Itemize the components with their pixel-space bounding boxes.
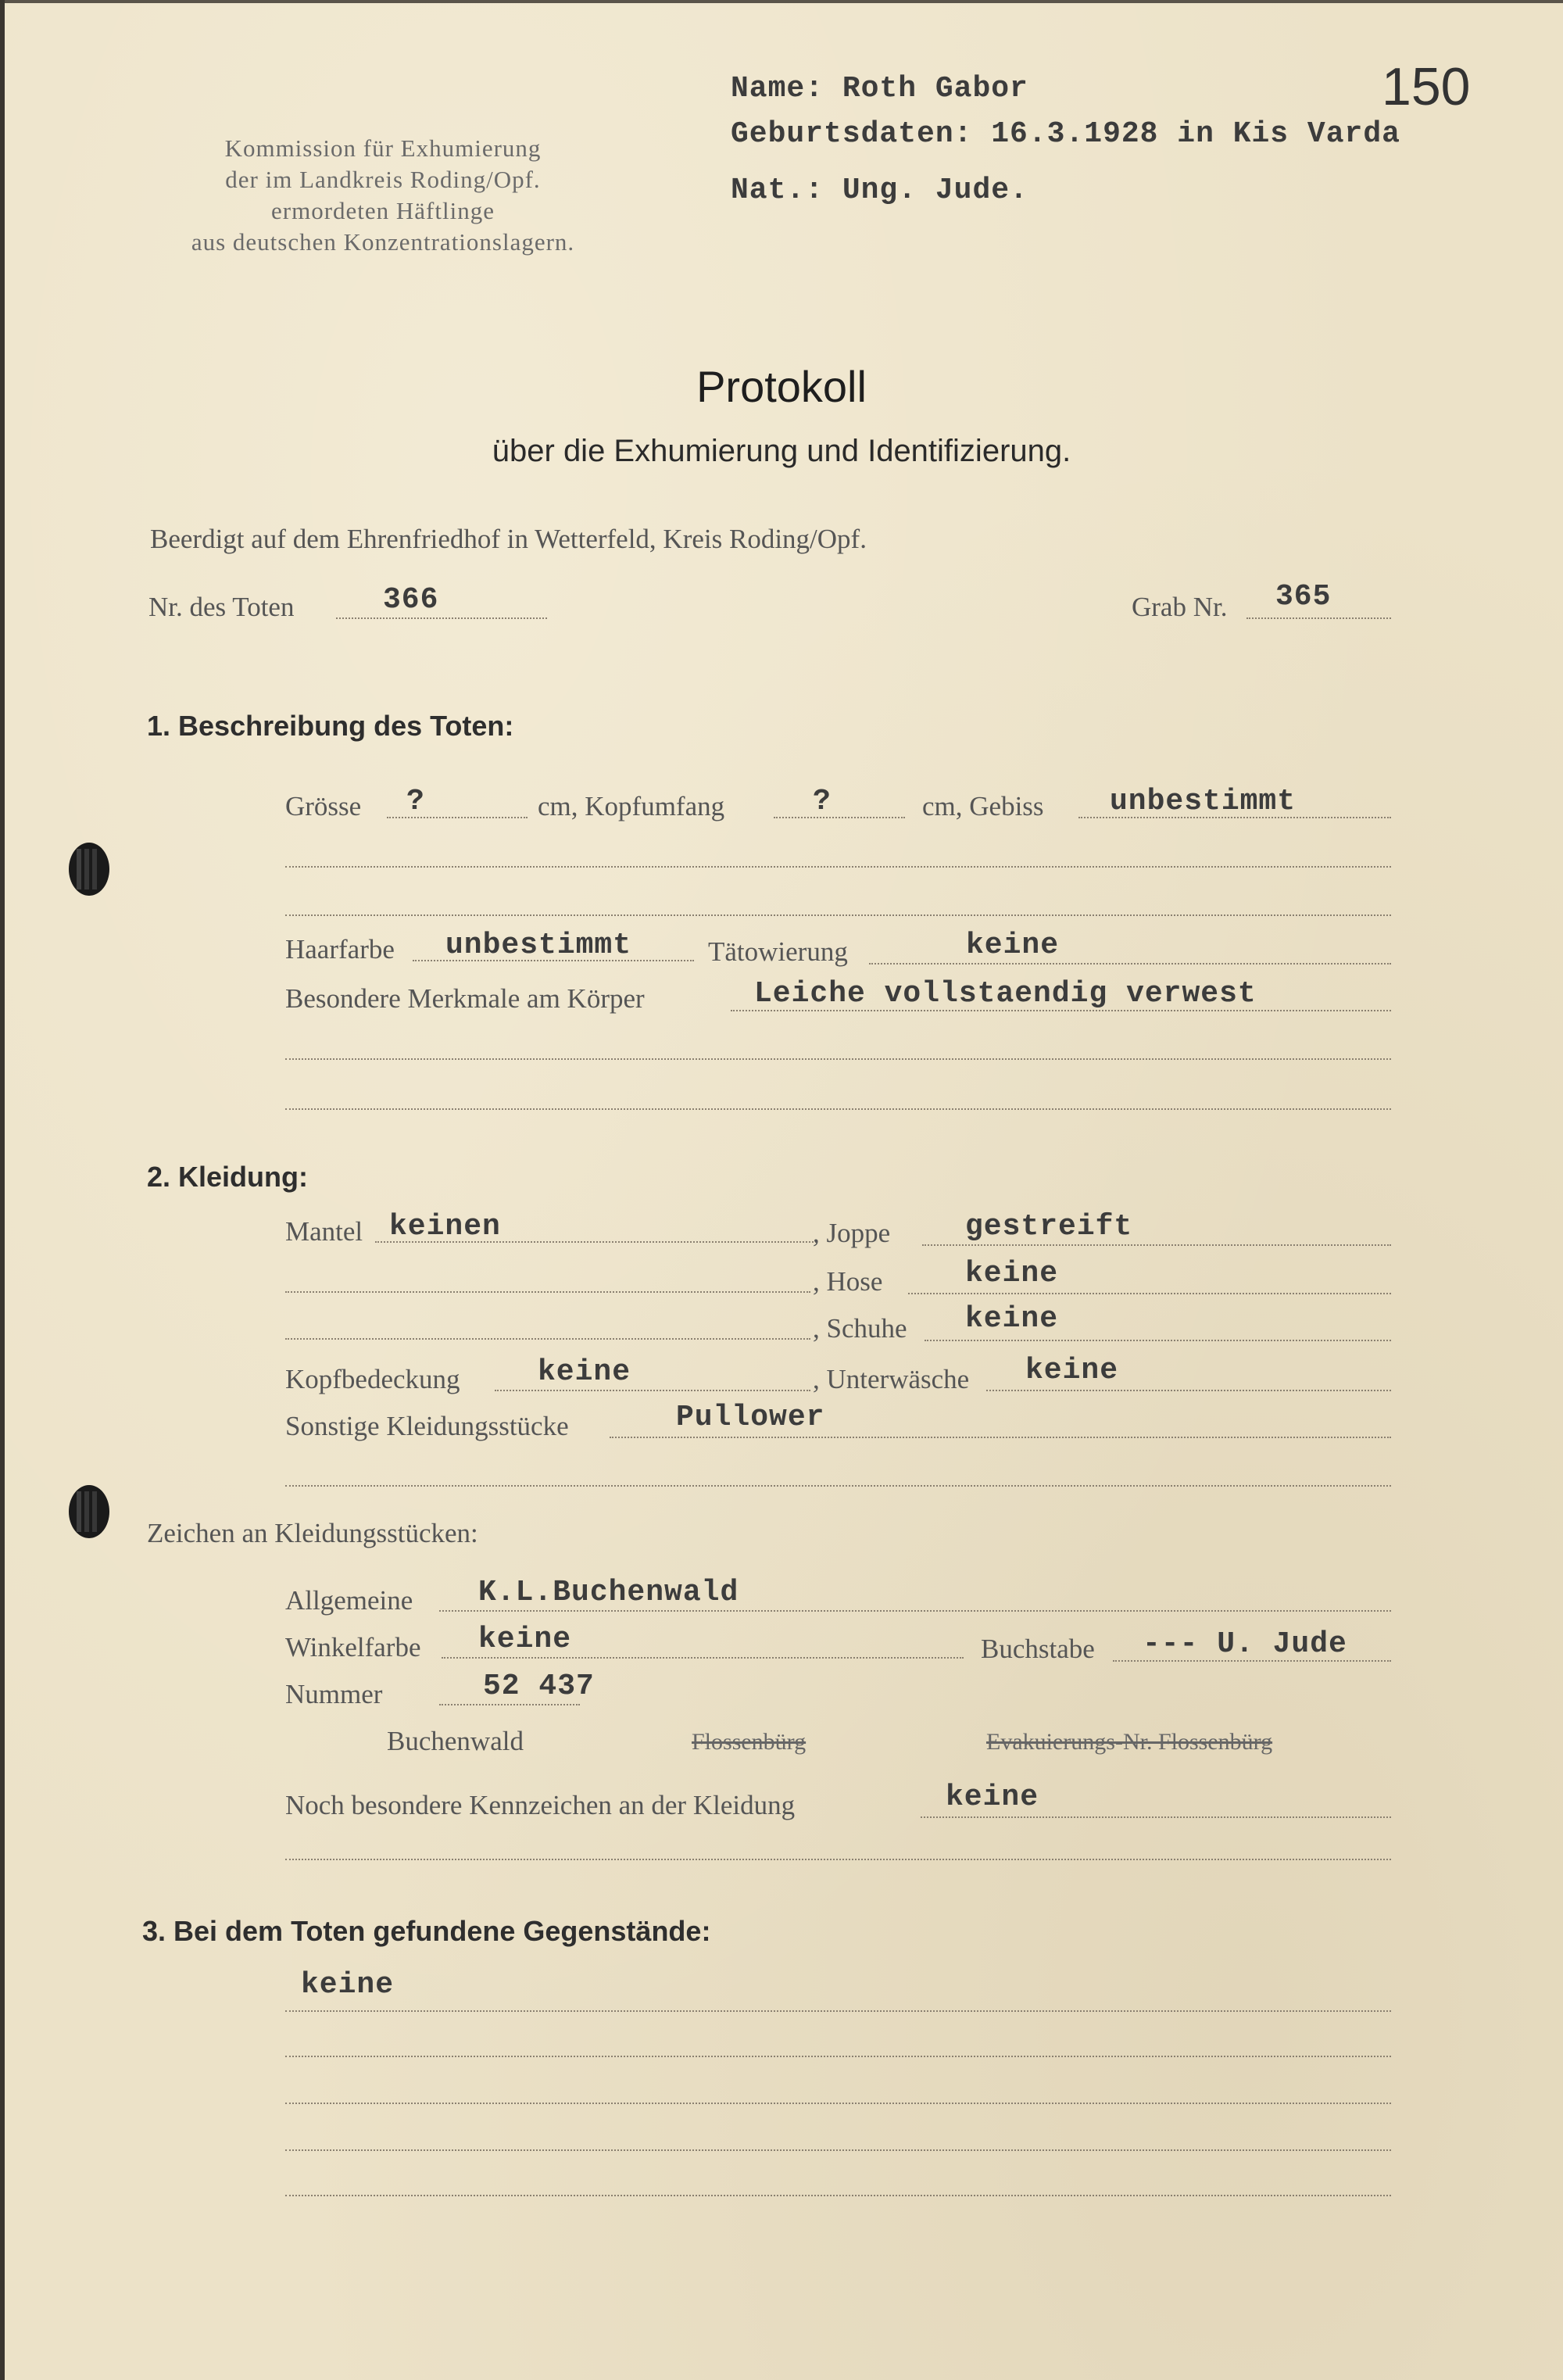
commission-line: aus deutschen Konzentrationslagern. [191,228,575,256]
blank-line [285,2010,1391,2012]
blank-line [285,866,1391,868]
unterwaesche-line [986,1390,1391,1391]
commission-line: ermordeten Häftlinge [271,197,495,224]
evakuierungs-nr-struck: Evakuierungs-Nr. Flossenbürg [986,1729,1273,1755]
schuhe-line [925,1340,1391,1341]
sonstige-line [610,1437,1391,1438]
blank-line [285,2103,1391,2104]
scan-edge-top [0,0,1563,3]
gebiss-label: cm, Gebiss [922,791,1044,821]
blank-line [285,1859,1391,1860]
groesse-label: Grösse [285,791,362,821]
sonstige-value: Pullower [676,1401,825,1434]
buchstabe-label: Buchstabe [981,1634,1095,1664]
scan-edge-left [0,0,5,2380]
noch-line [921,1816,1391,1818]
camp-flossenbuerg-struck: Flossenbürg [692,1729,807,1755]
blank-line [285,2149,1391,2151]
blank-line [285,914,1391,916]
kopfumfang-label: cm, Kopfumfang [538,791,725,821]
taetowierung-line [869,963,1391,965]
blank-line [285,1291,810,1293]
nummer-label: Nummer [285,1679,383,1709]
hose-line [908,1293,1391,1294]
winkelfarbe-label: Winkelfarbe [285,1632,421,1662]
kopfumfang-line [774,817,905,818]
zeichen-heading: Zeichen an Kleidungsstücken: [147,1518,478,1548]
blank-line [285,1338,810,1340]
hose-value: keine [965,1257,1059,1290]
punch-hole-icon [69,1485,109,1538]
groesse-value: ? [406,785,425,818]
section-1-heading: 1. Beschreibung des Toten: [147,710,514,742]
noch-value: keine [946,1781,1039,1814]
blank-line [285,2195,1391,2196]
schuhe-value: keine [965,1302,1059,1336]
winkelfarbe-line [442,1657,964,1659]
kopfumfang-value: ? [813,785,832,818]
burial-text: Beerdigt auf dem Ehrenfriedhof in Wetterfeld, Kreis Roding/Opf. [150,524,867,554]
page-title: Protokoll [696,362,867,411]
blank-line [285,2056,1391,2057]
schuhe-label: , Schuhe [813,1313,907,1344]
nummer-value: 52 437 [483,1670,595,1703]
joppe-value: gestreift [965,1210,1133,1244]
gebiss-value: unbestimmt [1110,785,1297,818]
section-3-value: keine [301,1968,395,2002]
dead-no-label: Nr. des Toten [148,592,295,622]
unterwaesche-label: , Unterwäsche [813,1364,970,1394]
dead-no-value: 366 [383,583,439,617]
dead-no-line [336,617,547,619]
buchstabe-value: --- U. Jude [1143,1627,1347,1661]
commission-header [102,133,664,258]
allgemeine-label: Allgemeine [285,1585,413,1616]
kopfbedeckung-label: Kopfbedeckung [285,1364,460,1394]
taetowierung-value: keine [966,929,1060,962]
commission-line: Kommission für Exhumierung [224,134,542,162]
joppe-line [922,1244,1391,1246]
taetowierung-label: Tätowierung [708,936,848,967]
kopfbedeckung-line [495,1390,810,1391]
mantel-value: keinen [389,1210,501,1244]
joppe-label: , Joppe [813,1218,891,1248]
winkelfarbe-value: keine [478,1623,572,1656]
grave-no-value: 365 [1275,580,1332,614]
section-2-heading: 2. Kleidung: [147,1161,308,1193]
camp-buchenwald: Buchenwald [387,1726,524,1756]
merkmale-label: Besondere Merkmale am Körper [285,983,645,1014]
allgemeine-value: K.L.Buchenwald [478,1576,739,1609]
noch-label: Noch besondere Kennzeichen an der Kleidung [285,1790,796,1820]
birth-line: Geburtsdaten: 16.3.1928 in Kis Varda [731,117,1400,151]
hose-label: , Hose [813,1266,883,1297]
haarfarbe-value: unbestimmt [445,929,632,962]
allgemeine-line [439,1610,1391,1612]
unterwaesche-value: keine [1025,1354,1119,1387]
sonstige-label: Sonstige Kleidungsstücke [285,1411,569,1441]
blank-line [285,1108,1391,1110]
merkmale-value: Leiche vollstaendig verwest [754,977,1257,1011]
nummer-line [439,1704,580,1705]
page-subtitle: über die Exhumierung und Identifizierung. [492,434,1071,468]
haarfarbe-label: Haarfarbe [285,934,395,965]
blank-line [285,1058,1391,1060]
grave-no-label: Grab Nr. [1132,592,1228,622]
punch-hole-icon [69,843,109,896]
mantel-label: Mantel [285,1216,363,1247]
section-3-heading: 3. Bei dem Toten gefundene Gegenstände: [142,1915,711,1947]
nationality-line: Nat.: Ung. Jude. [731,174,1028,207]
name-line: Name: Roth Gabor [731,72,1028,106]
commission-line: der im Landkreis Roding/Opf. [225,166,541,193]
grave-no-line [1246,617,1391,619]
kopfbedeckung-value: keine [538,1355,631,1389]
page-number: 150 [1382,57,1471,116]
blank-line [285,1485,1391,1487]
